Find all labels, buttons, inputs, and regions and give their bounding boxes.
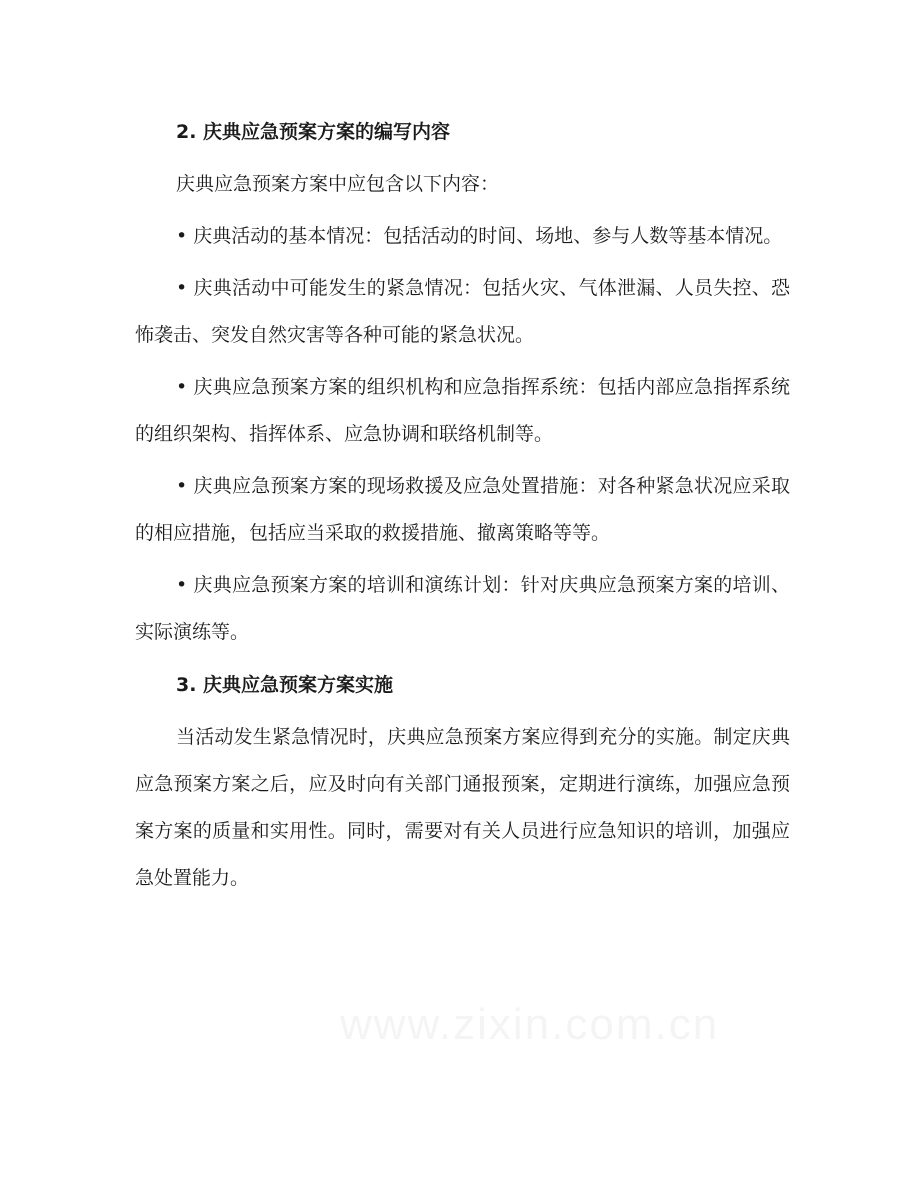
bullet-item-basic-info: • 庆典活动的基本情况：包括活动的时间、场地、参与人数等基本情况。 bbox=[176, 225, 783, 247]
section-body-implementation: 当活动发生紧急情况时，庆典应急预案方案应得到充分的实施。制定庆典应急预案方案之后，应及时向有关部门通报预案，定期进行演练，加强应急预案方案的质量和实用性。同时，需要对有关人员进行应急知识的培训，加强应急处置能力。 bbox=[135, 726, 790, 889]
section-heading-3: 3. 庆典应急预案方案实施 bbox=[176, 674, 394, 696]
bullet-item-organization: • 庆典应急预案方案的组织机构和应急指挥系统：包括内部应急指挥系统的组织架构、指挥体系、应急协调和联络机制等。 bbox=[135, 376, 790, 445]
bullet-item-training-plan: • 庆典应急预案方案的培训和演练计划：针对庆典应急预案方案的培训、实际演练等。 bbox=[135, 574, 790, 643]
bullet-item-emergencies: • 庆典活动中可能发生的紧急情况：包括火灾、气体泄漏、人员失控、恐怖袭击、突发自然灾害等各种可能的紧急状况。 bbox=[135, 277, 790, 346]
section-intro: 庆典应急预案方案中应包含以下内容： bbox=[176, 173, 500, 195]
document-body bbox=[135, 108, 790, 907]
bullet-item-rescue-measures: • 庆典应急预案方案的现场救援及应急处置措施：对各种紧急状况应采取的相应措施，包括应当采取的救援措施、撤离策略等等。 bbox=[135, 475, 790, 544]
section-heading-2: 2. 庆典应急预案方案的编写内容 bbox=[176, 121, 451, 143]
watermark bbox=[340, 1000, 719, 1050]
